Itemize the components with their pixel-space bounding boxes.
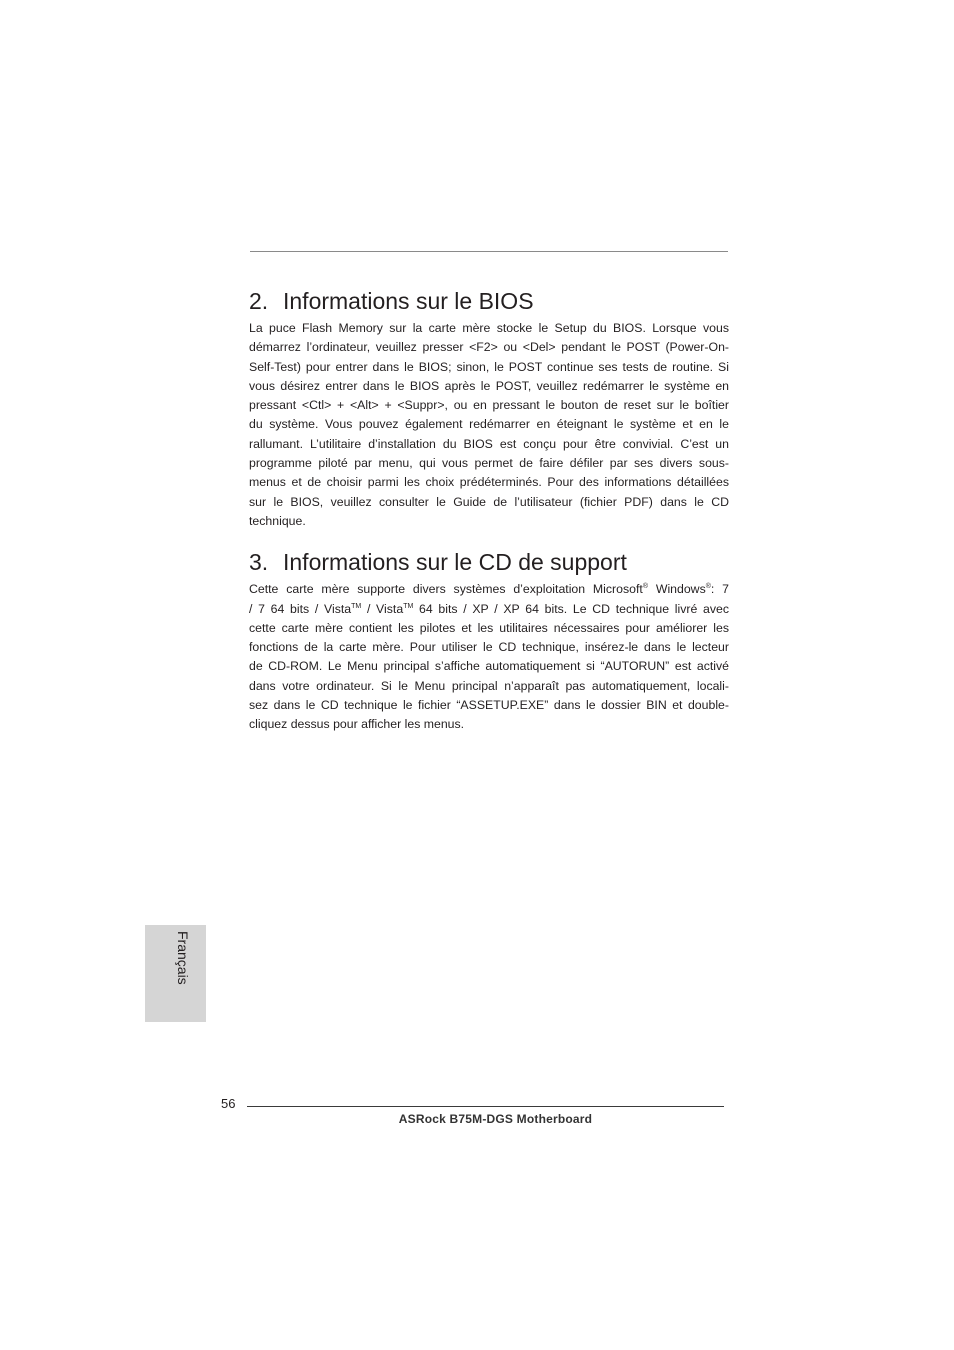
section-2-number: 2. xyxy=(249,288,269,314)
paragraph-line: démarrez l’ordinateur, veuillez presser <F2> ou <Del> pendant le POST (Power-On- xyxy=(249,340,729,355)
paragraph-line: cliquez dessus pour afficher les menus. xyxy=(249,717,465,732)
paragraph-line: du système. Vous pouvez également redémarrer en éteignant le système et en le xyxy=(249,417,729,432)
paragraph-line: de CD-ROM. Le Menu principal s’affiche automatiquement si “AUTORUN” est activé xyxy=(249,659,729,674)
page-content xyxy=(249,284,729,735)
section-2-paragraph xyxy=(249,319,729,531)
trademark-mark: TM xyxy=(403,602,414,610)
section-2-heading xyxy=(249,284,729,318)
text-run: / Vista xyxy=(361,601,404,616)
header-rule xyxy=(250,251,728,252)
language-tab-label: Français xyxy=(175,931,191,985)
section-3-heading xyxy=(249,545,729,579)
text-run: / 7 64 bits / Vista xyxy=(249,601,352,616)
text-run: 64 bits / XP / XP 64 bits. Le CD technique livré avec xyxy=(413,601,729,616)
paragraph-line: dans votre ordinateur. Si le Menu principal n’apparaît pas automatiquement, locali- xyxy=(249,678,729,693)
language-side-tab xyxy=(145,925,206,1022)
section-3-paragraph xyxy=(249,580,729,734)
paragraph-line: vous désirez entrer dans le BIOS après le POST, veuillez redémarrer le système en xyxy=(249,378,729,393)
section-3-number: 3. xyxy=(249,549,269,576)
paragraph-line: pressant <Ctl> + <Alt> + <Suppr>, ou en pressant le bouton de reset sur le boîtier xyxy=(249,398,729,413)
page-number: 56 xyxy=(221,1096,236,1111)
paragraph-line: La puce Flash Memory sur la carte mère stocke le Setup du BIOS. Lorsque vous xyxy=(249,321,729,335)
text-run: : 7 xyxy=(710,582,729,597)
paragraph-line: cette carte mère contient les pilotes et les utilitaires nécessaires pour améliorer les xyxy=(249,620,729,635)
section-2-title: Informations sur le BIOS xyxy=(283,288,534,314)
trademark-mark: TM xyxy=(351,602,362,610)
text-run: Windows xyxy=(648,582,706,597)
paragraph-line: fonctions de la carte mère. Pour utiliser le CD technique, insérez-le dans le lecteur xyxy=(249,640,729,655)
paragraph-line xyxy=(249,580,729,599)
text-run: Cette carte mère supporte divers systèmes d’exploitation Microsoft xyxy=(249,582,643,597)
paragraph-line: technique. xyxy=(249,513,306,528)
registered-mark: ® xyxy=(705,583,711,591)
section-3-title: Informations sur le CD de support xyxy=(283,549,627,576)
footer-rule xyxy=(247,1106,724,1107)
paragraph-line: rallumant. L’utilitaire d’installation du BIOS est conçu pour être convivial. C’est un xyxy=(249,436,729,451)
paragraph-line: sez dans le CD technique le fichier “ASSETUP.EXE” dans le dossier BIN et double- xyxy=(249,698,729,713)
paragraph-line xyxy=(249,600,729,619)
paragraph-line: menus et de choisir parmi les choix prédéterminés. Pour des informations détaillées xyxy=(249,475,729,490)
paragraph-line: Self-Test) pour entrer dans le BIOS; sinon, le POST continue ses tests de routine. Si xyxy=(249,359,729,374)
footer-title: ASRock B75M-DGS Motherboard xyxy=(398,1112,593,1126)
paragraph-line: sur le BIOS, veuillez consulter le Guide de l’utilisateur (fichier PDF) dans le CD xyxy=(249,494,729,509)
registered-mark: ® xyxy=(642,583,648,591)
paragraph-line: programme piloté par menu, qui vous permet de faire défiler par ses divers sous- xyxy=(249,456,729,471)
